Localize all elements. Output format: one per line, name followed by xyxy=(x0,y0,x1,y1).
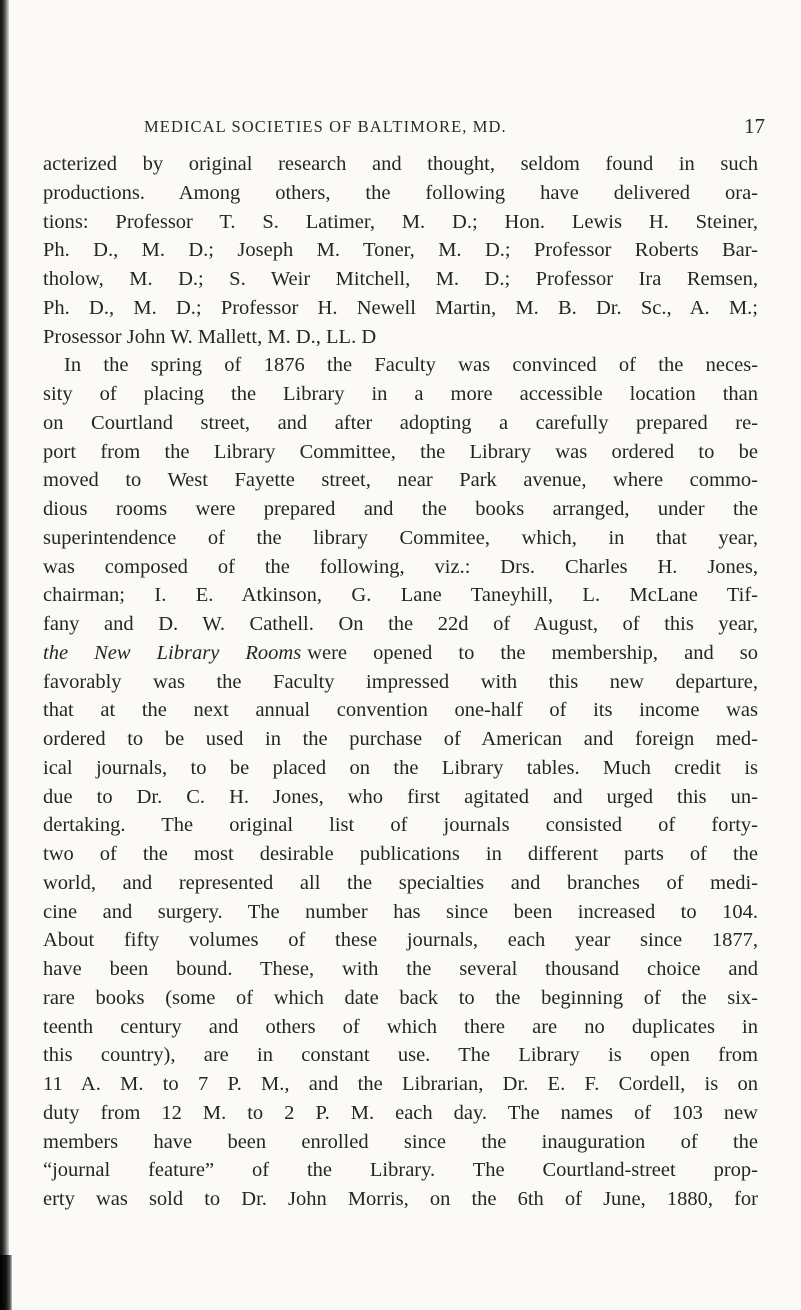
text-line-remainder: were opened to the membership, and so xyxy=(307,641,758,664)
running-head: MEDICAL SOCIETIES OF BALTIMORE, MD. xyxy=(144,117,507,136)
body-text xyxy=(43,150,758,1214)
text-line: favorably was the Faculty impressed with this new departure, xyxy=(43,670,758,693)
page-number: 17 xyxy=(744,114,765,138)
text-line: that at the next annual convention one-half of its income was xyxy=(43,699,758,722)
text-line: have been bound. These, with the several thousand choice and xyxy=(43,958,758,980)
text-line: acterized by original research and thought, seldom found in such xyxy=(43,153,758,175)
text-line: sity of placing the Library in a more accessible location than xyxy=(43,383,758,405)
paragraph-start-line: In the spring of 1876 the Faculty was convinced of the neces- xyxy=(64,354,758,377)
text-line: world, and represented all the specialties and branches of medi- xyxy=(43,871,758,894)
text-line: “journal feature” of the Library. The Courtland-street prop- xyxy=(43,1159,758,1182)
text-line: erty was sold to Dr. John Morris, on the 6th of June, 1880, for xyxy=(43,1188,758,1210)
text-line: cine and surgery. The number has since been increased to 104. xyxy=(43,900,758,923)
text-line: due to Dr. C. H. Jones, who first agitated and urged this un- xyxy=(43,785,758,808)
text-line: superintendence of the library Commitee, which, in that year, xyxy=(43,526,758,549)
text-line: ordered to be used in the purchase of American and foreign med- xyxy=(43,728,758,750)
text-line: dious rooms were prepared and the books arranged, under the xyxy=(43,498,758,520)
text-line: on Courtland street, and after adopting a carefully prepared re- xyxy=(43,411,758,434)
page-binding-edge xyxy=(0,0,9,1310)
page-binding-shadow xyxy=(0,1255,12,1310)
text-line: this country), are in constant use. The Library is open from xyxy=(43,1044,758,1067)
text-line: 11 A. M. to 7 P. M., and the Librarian, Dr. E. F. Cordell, is on xyxy=(43,1073,758,1095)
text-line: rare books (some of which date back to the beginning of the six- xyxy=(43,986,758,1009)
text-line: Ph. D., M. D.; Professor H. Newell Martin, M. B. Dr. Sc., A. M.; xyxy=(43,296,758,319)
text-line: About fifty volumes of these journals, each year since 1877, xyxy=(43,929,758,952)
text-line: Ph. D., M. D.; Joseph M. Toner, M. D.; Professor Roberts Bar- xyxy=(43,239,758,262)
text-line: dertaking. The original list of journals consisted of forty- xyxy=(43,814,758,837)
text-line: moved to West Fayette street, near Park avenue, where commo- xyxy=(43,469,758,492)
text-line: was composed of the following, viz.: Drs. Charles H. Jones, xyxy=(43,555,758,578)
text-line: productions. Among others, the following have delivered ora- xyxy=(43,181,758,204)
text-line: Prosessor John W. Mallett, M. D., LL. D xyxy=(43,325,377,348)
text-line: tions: Professor T. S. Latimer, M. D.; Hon. Lewis H. Steiner, xyxy=(43,210,758,233)
text-line: two of the most desirable publications in different parts of the xyxy=(43,843,758,865)
text-line: tholow, M. D.; S. Weir Mitchell, M. D.; Professor Ira Remsen, xyxy=(43,268,758,290)
text-line: members have been enrolled since the inauguration of the xyxy=(43,1130,758,1153)
italic-phrase: the New Library Rooms xyxy=(43,641,302,664)
text-line: teenth century and others of which there are no duplicates in xyxy=(43,1015,758,1038)
text-line: fany and D. W. Cathell. On the 22d of August, of this year, xyxy=(43,613,758,635)
text-line: chairman; I. E. Atkinson, G. Lane Taneyhill, L. McLane Tif- xyxy=(43,584,758,607)
text-line-with-italic xyxy=(43,639,758,668)
text-line: duty from 12 M. to 2 P. M. each day. The names of 103 new xyxy=(43,1101,758,1124)
text-line: ical journals, to be placed on the Library tables. Much credit is xyxy=(43,756,758,779)
page-header xyxy=(0,114,801,143)
text-line: port from the Library Committee, the Library was ordered to be xyxy=(43,440,758,463)
